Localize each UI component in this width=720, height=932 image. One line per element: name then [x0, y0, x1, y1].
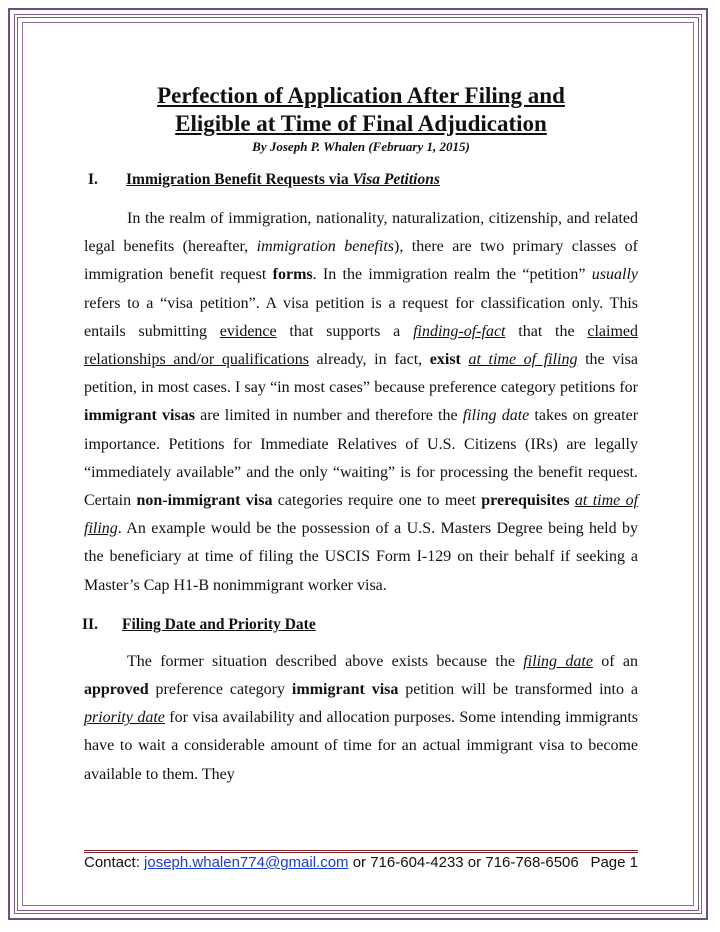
document-page [84, 82, 638, 789]
title-line-2: Eligible at Time of Final Adjudication [175, 111, 547, 136]
p2-text: of an [592, 652, 639, 670]
p2-underlined-italic: filing date [523, 652, 593, 670]
p1-text: . In the immigration realm the “petition” [312, 266, 592, 284]
section-title-2: Filing Date and Priority Date [122, 615, 316, 633]
p1-underlined-italic: at time of filing [84, 492, 639, 538]
section-number-1: I. [88, 171, 98, 188]
p1-text: categories require one to meet [272, 492, 482, 510]
p1-bold: non-immigrant visa [136, 492, 273, 510]
email-link[interactable]: joseph.whalen774@gmail.com [144, 854, 349, 871]
p1-text: that supports a [276, 322, 414, 340]
p1-text: In the realm of immigration, nationality, naturalization, citizenship, and related legal benefits (hereafter, [84, 210, 638, 256]
page-footer [84, 853, 638, 873]
p2-text: petition will be transformed into a [398, 681, 639, 699]
paragraph-2 [84, 648, 638, 789]
p2-text: The former situation described above exists because the [127, 652, 524, 670]
page-number: Page 1 [590, 854, 638, 871]
footer-contact [84, 853, 579, 873]
p1-text: that the [505, 322, 588, 340]
p2-underlined-italic: priority date [84, 709, 165, 727]
p1-text: are limited in number and therefore the [194, 407, 463, 425]
p1-underlined-italic: at time of filing [468, 351, 578, 369]
p1-text: refers to a “visa petition”. A visa petition is a request for classification only. This entails submitting [84, 294, 638, 340]
p1-italic: immigration benefits [256, 238, 394, 256]
p1-italic: usually [591, 266, 638, 284]
p1-underlined: claimed relationships and/or qualifications [84, 322, 639, 369]
document-title [84, 82, 638, 138]
section-title-1 [126, 169, 440, 191]
p1-bold: immigrant visas [84, 407, 195, 425]
p1-bold: exist [429, 351, 461, 369]
p1-text: ), there are two primary classes of immigration benefit request [84, 238, 638, 284]
p2-bold: approved [84, 681, 149, 699]
p1-underlined-italic: finding-of-fact [413, 322, 506, 340]
p1-bold: prerequisites [481, 492, 570, 510]
p1-text: already, in fact, [308, 351, 430, 369]
p1-text: . An example would be the possession of a U.S. Masters Degree being held by the beneficiary at time of filing the USCIS Form I-129 on their behalf if seeking a Master’s Cap H1-B nonimmigrant worker visa. [84, 520, 638, 594]
p1-text: takes on greater importance. Petitions for Immediate Relatives of U.S. Citizens (IRs) are legally “immediately available” and the only “waiting” is for processing the benefit request. Certain [84, 407, 639, 510]
paragraph-1 [84, 205, 638, 600]
section-title-1-plain: Immigration Benefit Requests via [126, 171, 353, 188]
p1-italic: filing date [462, 407, 530, 425]
p2-text: preference category [148, 681, 292, 699]
p1-text: the visa petition, in most cases. I say “in most cases” because preference category petitions for [84, 351, 639, 397]
phone-numbers: or 716-604-4233 or 716-768-6506 [348, 854, 579, 871]
section-title-1-italic: Visa Petitions [352, 171, 440, 188]
byline: By Joseph P. Whalen (February 1, 2015) [252, 139, 470, 154]
contact-label: Contact: [84, 854, 145, 871]
section-number-2: II. [82, 615, 98, 633]
p1-underlined: evidence [219, 322, 277, 340]
p2-text: for visa availability and allocation purposes. Some intending immigrants have to wait a considerable amount of time for an actual immigrant visa to become available to them. They [84, 709, 638, 783]
title-line-1: Perfection of Application After Filing and [157, 83, 565, 108]
section-heading-1 [88, 169, 638, 191]
p1-bold: forms [272, 266, 313, 284]
p2-bold: immigrant visa [291, 681, 399, 699]
section-heading-2 [82, 614, 638, 636]
